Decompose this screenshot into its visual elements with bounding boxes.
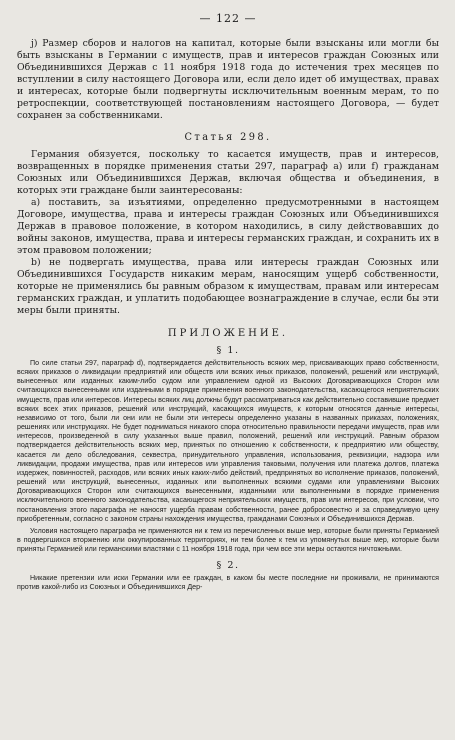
section-2-paragraph-1: Никакие претензии или иски Германии или ее граждан, в каком бы месте последние ни проживали, не принимаются против какой-либо из Союзных и Объединившихся Дер- (17, 574, 439, 592)
section-1-heading: § 1. (216, 345, 240, 356)
annex-heading: ПРИЛОЖЕНИЕ. (167, 328, 289, 339)
section-1-paragraph-1: По силе статьи 297, параграф d), подтверждается действительность всяких мер, присваивающих право собственности, всяких приказов о ликвидации предприятий или обществ или всяких иных приказов, положений, решений или инструкций, вынесенных или изданных каким-либо судом или управлением одной из Высоких Договаривающихся Сторон или считающихся вынесенными или изданными в порядке применения военного законодательства, касающегося неприятельских имуществ, прав или интересов. Интересы всяких лиц должны будут рассматриваться как действительно составившие предмет всяких всех этих приказов, решений или инструкций, касающихся имуществ, к которым относятся данные интересы, независимо от того, были ли они или не были эти интересы определенно указаны в названных приказах, положениях, решениях или инструкциях. Не будет подниматься никакого спора относительно правильности передачи имуществ, прав или интересов, произведенной в силу указанных выше правил, положений, решений или инструкций. Равным образом подтверждается действительность всяких мер, принятых по отношению к собственности, к предприятию или обществу, касается ли дело обследования, секвестра, принудительного управления, использования, реквизиции, надзора или ликвидации, продажи имущества, прав или интересов или управления таковыми, получения или платежа долгов, платежа издержек, повинностей, расходов, или всяких иных каких-либо действий, предпринятых во исполнение приказов, положений, решений или инструкций, вынесенных, изданных или выполненных всякими судами или управлениями Высоких Договаривающихся Сторон или считающихся вынесенными, изданными или выполненными в порядке применения исключительного военного законодательства, касающегося неприятельских имуществ, прав или интересов, при условии, что постановления этого параграфа не наносят ущерба правам собственности, ранее добросовестно и за справедливую цену приобретенным, согласно с законом страны нахождения имущества, гражданами Союзных и Объединившихся Держав. (17, 359, 439, 523)
article-intro: Германия обязуется, поскольку то касается имуществ, прав и интересов, возвращенных в порядке применения статьи 297, параграф a) или f) гражданам Союзных или Объединившихся Держав, включая общества и объединения, в которых эти граждане были заинтересованы: (17, 149, 439, 196)
paragraph-j: j) Размер сборов и налогов на капитал, которые были взысканы или могли бы быть взысканы в Германии с имуществ, прав и интересов граждан Союзных или Объединившихся Держав с 11 ноября 1918 года до истечения трех месяцев по вступлении в силу настоящего Договора или, если дело идет об имуществах, правах и интересах, которые были подвергнуты исключительным военным мерам, то по ретроспекции, соответствующей постановлениям настоящего Договора, — будет сохранен за собственниками. (17, 38, 439, 121)
section-1-paragraph-2: Условия настоящего параграфа не применяются ни к тем из перечисленных выше мер, которые были приняты Германией в подвергшихся вторжению или оккупированных территориях, ни тем более к тем из упомянутых выше мер, которые были приняты Германией или германскими властями с 11 ноября 1918 года, при чем все эти меры остаются ничтожными. (17, 526, 439, 554)
article-item-a: a) поставить, за изъятиями, определенно предусмотренными в настоящем Договоре, имущества, права и интересы граждан Союзных или Объединившихся Держав в правовое положение, в котором находились, в силу действовавших до войны законов, имущества, права и интересы германских граждан, и сохранить их в этом правовом положении; (17, 197, 439, 256)
article-item-b: b) не подвергать имущества, права или интересы граждан Союзных или Объединившихся Государств никаким мерам, наносящим ущерб собственности, которые не применялись бы равным образом к имуществам, правам или интересам германских граждан, и уплатить подобающее вознаграждение в случае, если бы эти меры были приняты. (17, 257, 439, 316)
article-heading: Статья 298. (184, 132, 272, 143)
page-number: — 122 — (199, 12, 257, 25)
section-2-heading: § 2. (216, 560, 240, 572)
